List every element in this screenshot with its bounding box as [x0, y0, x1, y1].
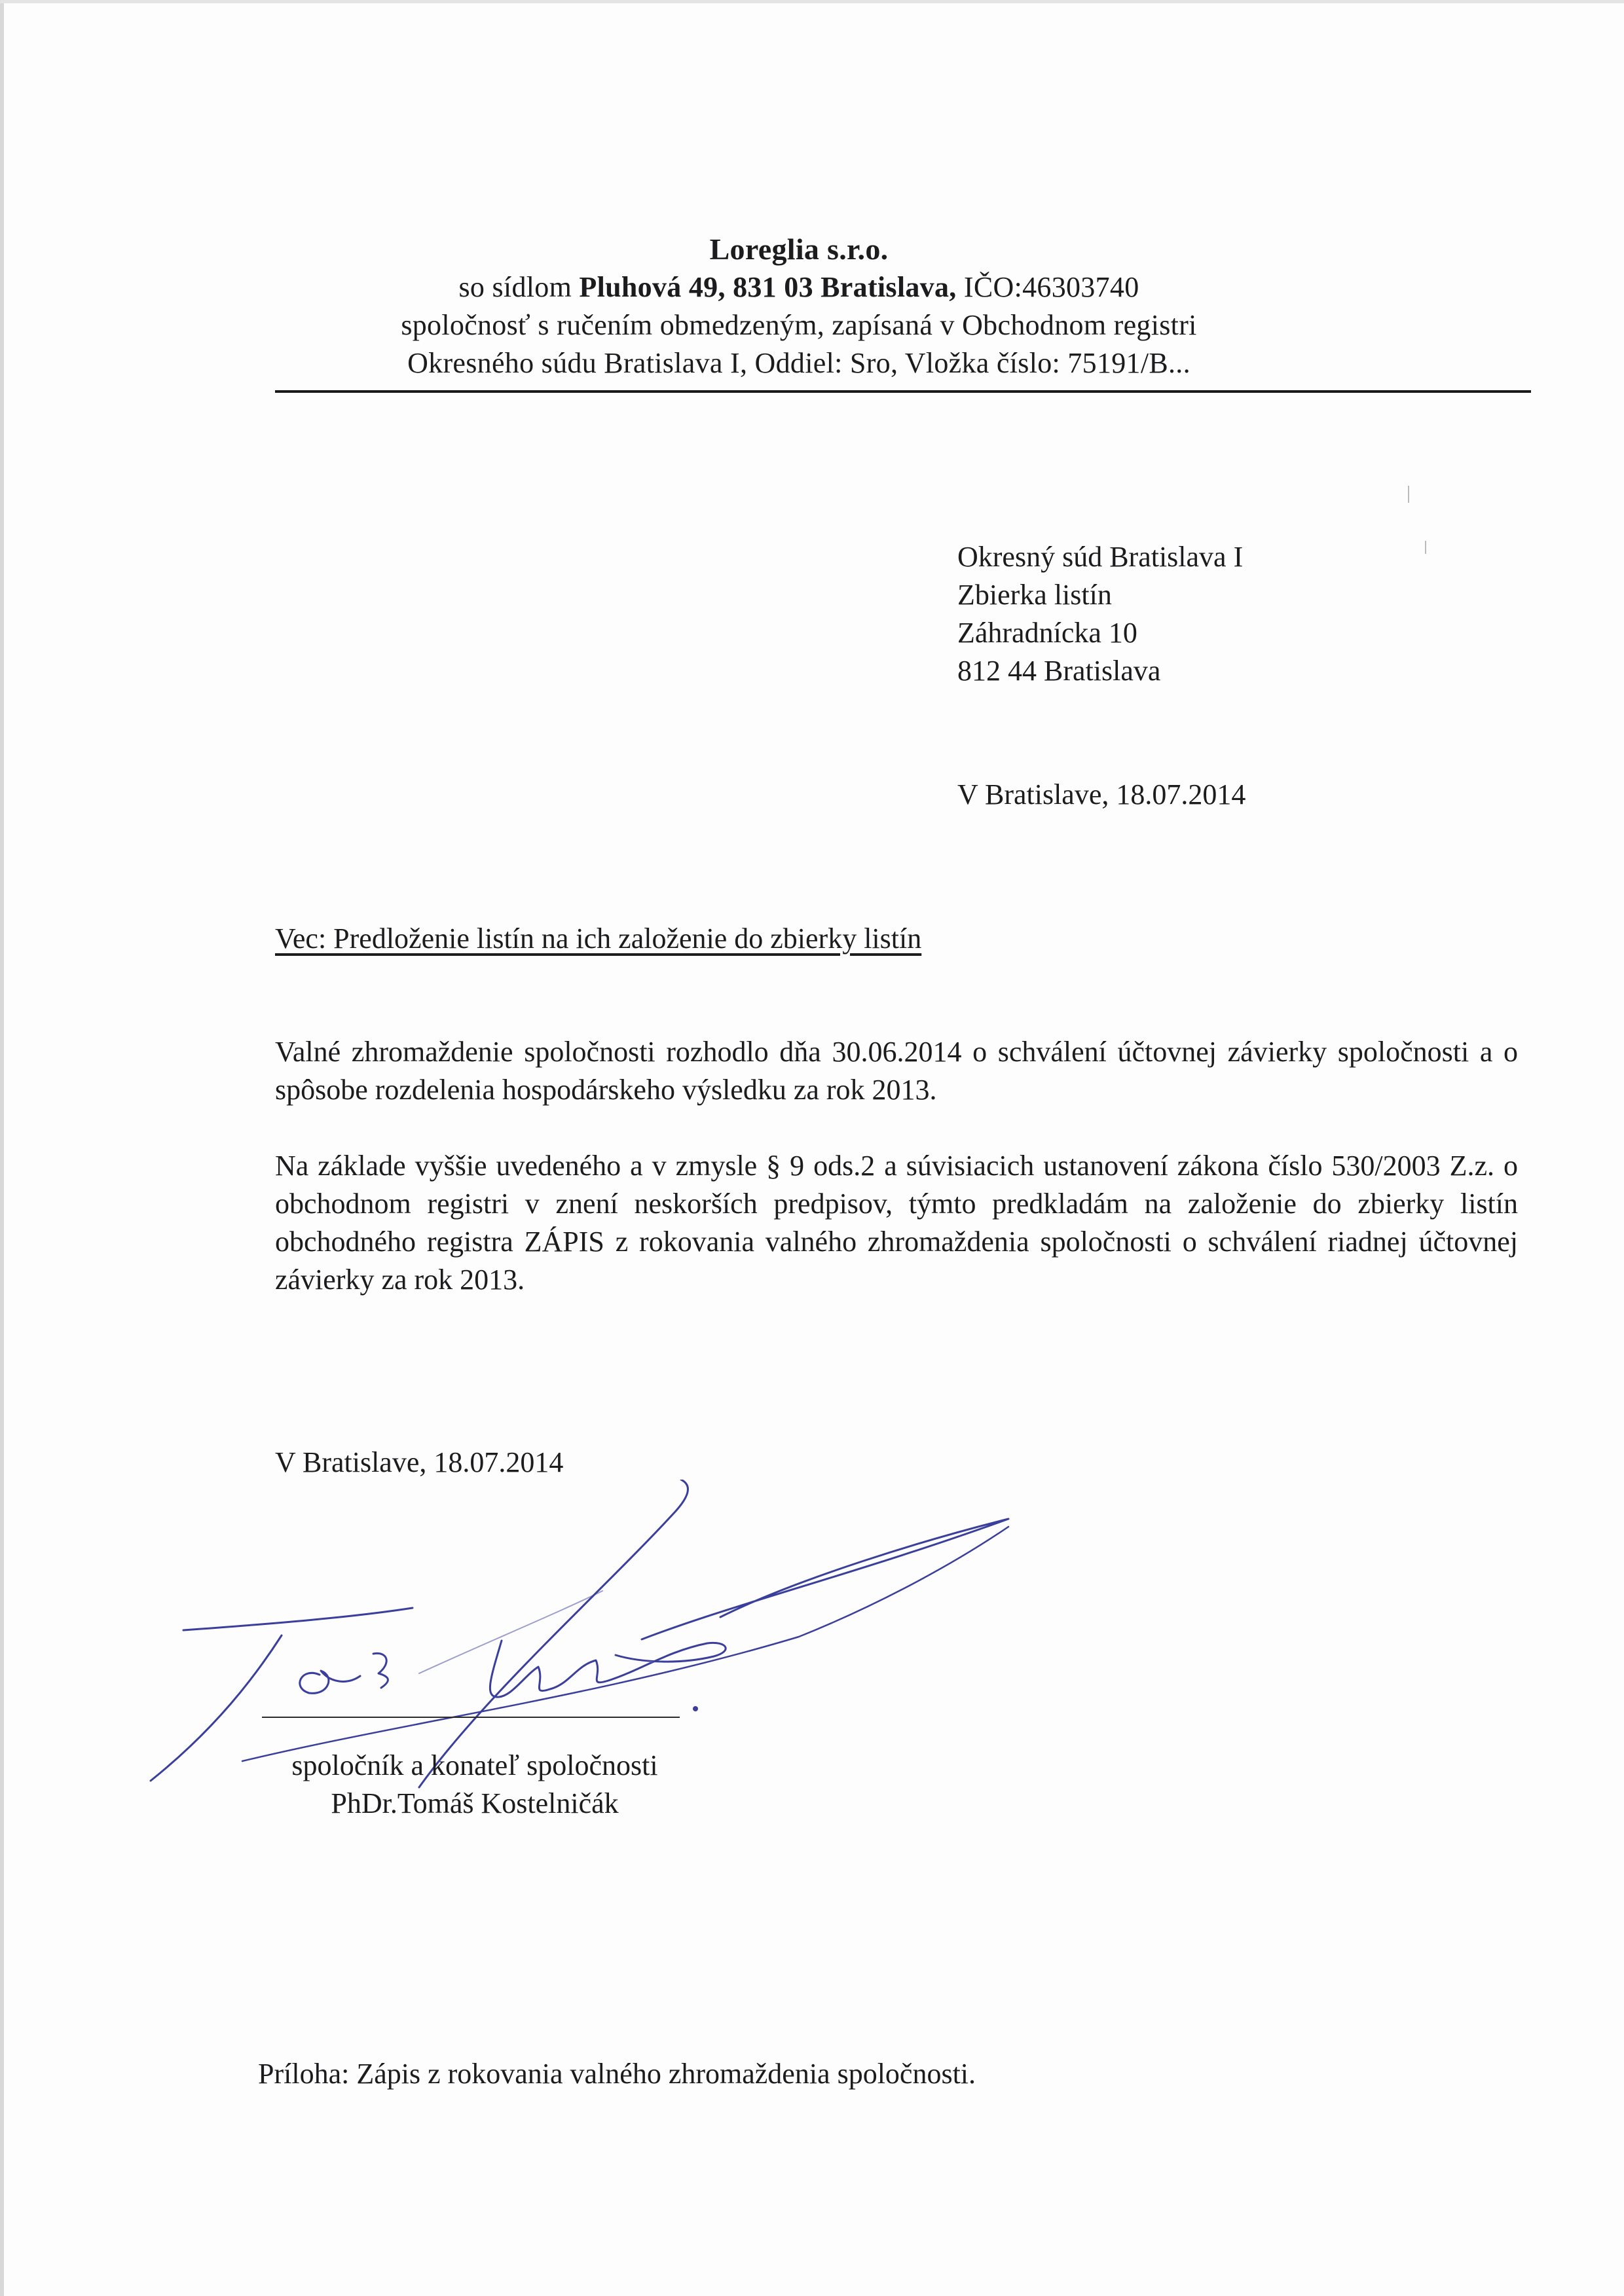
body-paragraph-2: Na základe vyššie uvedeného a v zmysle § 9 ods.2 a súvisiacich ustanovení zákona číslo 530/2003 Z.z. o obchodnom registri v znení neskorších predpisov, týmto predkladám na založenie do zbierky listín obchodného registra ZÁPIS z rokovania valného zhromaždenia spoločnosti o schválení riadnej účtovnej závierky za rok 2013. — [275, 1150, 1518, 1296]
signature-stroke-long-diagonal — [419, 1480, 688, 1787]
recipient-line-4: 812 44 Bratislava — [957, 655, 1161, 687]
company-seat-line — [275, 268, 1323, 306]
header-divider — [275, 390, 1531, 393]
signature-stroke-top-bar — [183, 1608, 413, 1630]
letter-date: V Bratislave, 18.07.2014 — [957, 778, 1246, 811]
attachment-note: Príloha: Zápis z rokovania valného zhromaždenia spoločnosti. — [258, 2058, 976, 2090]
signature-stroke-main-body — [490, 1641, 726, 1697]
scan-edge-left — [0, 0, 4, 2296]
signature-line — [262, 1717, 680, 1718]
recipient-address — [957, 538, 1243, 690]
company-court-line: Okresného súdu Bratislava I, Oddiel: Sro, Vložka číslo: 75191/B... — [407, 347, 1190, 379]
scan-edge-top — [0, 0, 1624, 3]
scan-speck — [1425, 541, 1426, 554]
signature-stroke-lower-sweep — [242, 1527, 1008, 1761]
signatory-name: PhDr.Tomáš Kostelničák — [331, 1787, 619, 1819]
scan-speck — [1408, 486, 1409, 503]
recipient-line-2: Zbierka listín — [957, 579, 1112, 611]
seat-prefix: so sídlom — [458, 271, 572, 303]
signature-stroke-first-loop — [300, 1671, 360, 1693]
seat-address: Pluhová 49, 831 03 Bratislava, — [579, 271, 957, 303]
letter-subject: Vec: Predloženie listín na ich založenie do zbierky listín — [275, 922, 922, 955]
signature-stroke-upper-flourish — [642, 1519, 1008, 1639]
signatory-block — [262, 1747, 688, 1823]
signature-stroke-faint-diagonal — [419, 1591, 602, 1673]
signature-stroke-small-mark — [373, 1653, 388, 1688]
signature-date: V Bratislave, 18.07.2014 — [275, 1446, 564, 1478]
signatory-role: spoločník a konateľ spoločnosti — [291, 1749, 658, 1781]
letterhead — [275, 230, 1323, 382]
company-ico: IČO:46303740 — [963, 271, 1139, 303]
recipient-line-3: Záhradnícka 10 — [957, 617, 1137, 649]
signature-dot — [693, 1706, 698, 1711]
company-registration-line: spoločnosť s ručením obmedzeným, zapísaná v Obchodnom registri — [401, 309, 1197, 341]
recipient-line-1: Okresný súd Bratislava I — [957, 541, 1244, 573]
body-paragraph-1: Valné zhromaždenie spoločnosti rozhodlo dňa 30.06.2014 o schválení účtovnej závierky spoločnosti a o spôsobe rozdelenia hospodárskeho výsledku za rok 2013. — [275, 1036, 1518, 1106]
company-name: Loreglia s.r.o. — [709, 232, 889, 266]
